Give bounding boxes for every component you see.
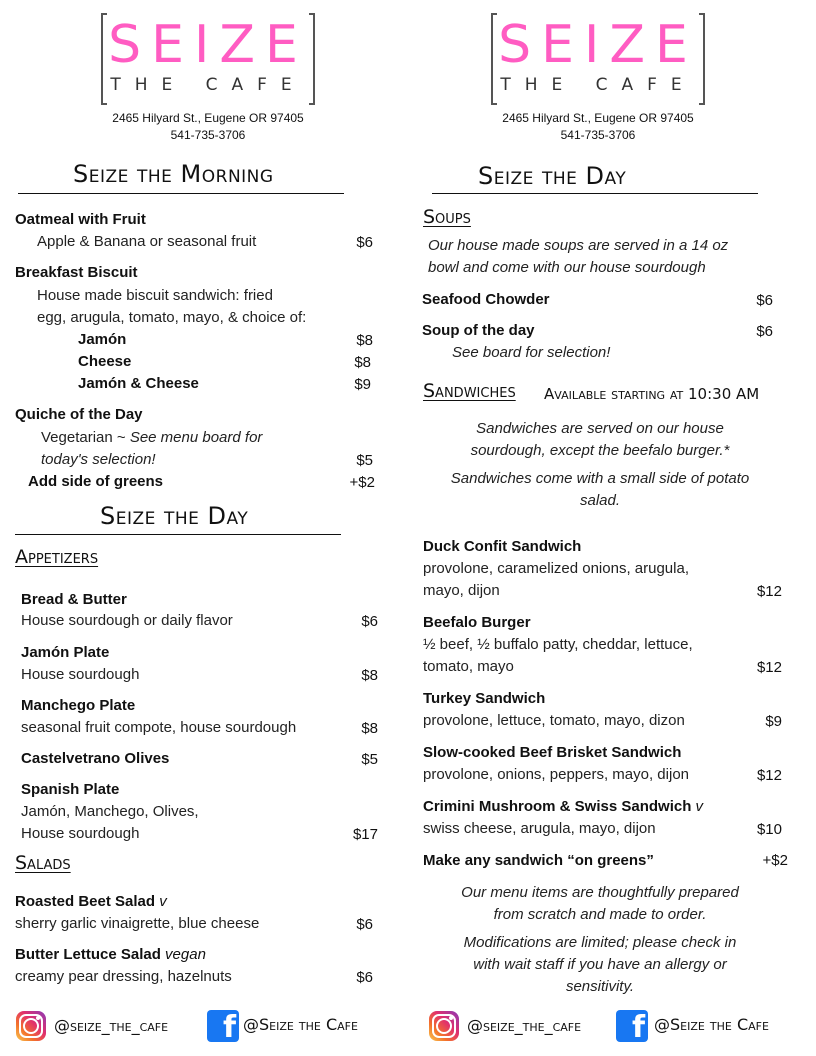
sandwich-note: sourdough, except the beefalo burger.* <box>470 442 730 459</box>
item-price: $10 <box>756 821 782 838</box>
soups-note: Our house made soups are served in a 14 oz <box>428 237 729 254</box>
appetizers-title: Appetizers <box>15 546 99 568</box>
greens-price: +$2 <box>762 852 788 869</box>
item-name: Oatmeal with Fruit <box>15 211 146 228</box>
greens-name: Make any sandwich “on greens” <box>423 852 654 869</box>
item-desc: Apple & Banana or seasonal fruit <box>37 233 257 250</box>
salads-title: Salads <box>15 852 71 874</box>
item-desc: provolone, lettuce, tomato, mayo, dizon <box>423 712 685 729</box>
divider <box>15 534 341 535</box>
choice-name: Cheese <box>78 353 132 370</box>
item-name: Beefalo Burger <box>423 614 531 631</box>
item-price: $8 <box>361 720 378 737</box>
logo-left <box>101 13 315 105</box>
item-name: Breakfast Biscuit <box>15 264 138 281</box>
item-desc: swiss cheese, arugula, mayo, dijon <box>423 820 656 837</box>
choice-name: Jamón & Cheese <box>78 375 199 392</box>
item-desc: See board for selection! <box>452 344 611 361</box>
item-price: $17 <box>352 826 378 843</box>
item-price: $6 <box>356 969 373 986</box>
soups-note: bowl and come with our house sourdough <box>428 259 706 276</box>
facebook-handle[interactable]: @Seize the Cafe <box>654 1015 769 1034</box>
item-name: Manchego Plate <box>21 697 136 714</box>
item-name: Turkey Sandwich <box>423 690 546 707</box>
item-price: $5 <box>361 751 378 768</box>
divider <box>18 193 344 194</box>
item-name: Soup of the day <box>422 322 535 339</box>
instagram-icon[interactable] <box>16 1011 46 1041</box>
item-desc: seasonal fruit compote, house sourdough <box>21 719 297 736</box>
item-desc: House sourdough <box>21 666 140 683</box>
soups-title: Soups <box>423 206 471 228</box>
item-price: $12 <box>756 767 782 784</box>
choice-price: $8 <box>356 332 373 349</box>
facebook-icon[interactable]: f <box>616 1010 648 1042</box>
item-name: Castelvetrano Olives <box>21 750 170 767</box>
logo-tagline: THE CAFE <box>500 75 696 95</box>
item-price: $6 <box>756 323 773 340</box>
divider <box>432 193 758 194</box>
footer-note: Our menu items are thoughtfully prepared <box>461 884 739 901</box>
item-name: Roasted Beet Salad v <box>15 893 167 910</box>
day-title-right: Seize the Day <box>478 162 627 190</box>
item-desc: tomato, mayo <box>423 658 514 675</box>
item-price: $12 <box>756 659 782 676</box>
choice-price: $9 <box>354 376 371 393</box>
address-block-left <box>101 110 315 144</box>
item-price: $8 <box>361 667 378 684</box>
item-price: $6 <box>356 916 373 933</box>
availability: Available starting at 10:30 AM <box>544 385 760 403</box>
logo-wordmark: SEIZE <box>498 15 698 75</box>
item-name: Slow-cooked Beef Brisket Sandwich <box>423 744 682 761</box>
item-desc: ½ beef, ½ buffalo patty, cheddar, lettuce, <box>423 636 693 653</box>
address: 2465 Hilyard St., Eugene OR 97405 <box>112 111 304 125</box>
item-desc: sherry garlic vinaigrette, blue cheese <box>15 915 260 932</box>
logo-tagline: THE CAFE <box>110 75 306 95</box>
item-name: Spanish Plate <box>21 781 120 798</box>
footer-note: Modifications are limited; please check in <box>463 934 737 951</box>
item-name: Bread & Butter <box>21 591 127 608</box>
item-desc: egg, arugula, tomato, mayo, & choice of: <box>37 309 307 326</box>
instagram-handle[interactable]: @seize_the_cafe <box>54 1016 169 1035</box>
item-price: $9 <box>765 713 782 730</box>
item-price: $6 <box>356 234 373 251</box>
item-name: Jamón Plate <box>21 644 110 661</box>
item-price: $12 <box>756 583 782 600</box>
phone: 541-735-3706 <box>170 128 246 142</box>
item-desc: mayo, dijon <box>423 582 500 599</box>
day-title-left: Seize the Day <box>100 502 249 530</box>
sandwich-note: salad. <box>579 492 621 509</box>
address-block-right <box>491 110 705 144</box>
item-desc: House sourdough or daily flavor <box>21 612 233 629</box>
item-name: Butter Lettuce Salad vegan <box>15 946 206 963</box>
phone: 541-735-3706 <box>560 128 636 142</box>
item-desc: provolone, caramelized onions, arugula, <box>423 560 689 577</box>
item-name: Seafood Chowder <box>422 291 550 308</box>
item-desc: today's selection! <box>41 451 156 468</box>
footer-note: from scratch and made to order. <box>493 906 707 923</box>
logo-wordmark: SEIZE <box>108 15 308 75</box>
item-price: $5 <box>356 452 373 469</box>
item-desc: creamy pear dressing, hazelnuts <box>15 968 232 985</box>
facebook-handle[interactable]: @Seize the Cafe <box>243 1015 358 1034</box>
item-price: $6 <box>756 292 773 309</box>
instagram-handle[interactable]: @seize_the_cafe <box>467 1016 582 1035</box>
logo-right <box>491 13 705 105</box>
item-desc: Vegetarian ~ See menu board for <box>41 429 263 446</box>
footer-note: sensitivity. <box>565 978 635 995</box>
choice-price: $8 <box>354 354 371 371</box>
morning-title: Seize the Morning <box>73 160 274 188</box>
side-name: Add side of greens <box>28 473 164 490</box>
footer-note: with wait staff if you have an allergy or <box>473 956 727 973</box>
facebook-icon[interactable]: f <box>207 1010 239 1042</box>
item-desc: Jamón, Manchego, Olives, <box>21 803 199 820</box>
item-desc: House sourdough <box>21 825 140 842</box>
item-name: Duck Confit Sandwich <box>423 538 582 555</box>
sandwiches-title: Sandwiches <box>423 380 516 402</box>
sandwich-note: Sandwiches are served on our house <box>476 420 724 437</box>
item-desc: provolone, onions, peppers, mayo, dijon <box>423 766 690 783</box>
item-desc: House made biscuit sandwich: fried <box>37 287 273 304</box>
choice-name: Jamón <box>78 331 127 348</box>
address: 2465 Hilyard St., Eugene OR 97405 <box>502 111 694 125</box>
item-price: $6 <box>361 613 378 630</box>
item-name: Quiche of the Day <box>15 406 143 423</box>
item-name: Crimini Mushroom & Swiss Sandwich v <box>423 798 704 815</box>
side-price: +$2 <box>349 474 375 491</box>
sandwich-note: Sandwiches come with a small side of potato <box>450 470 750 487</box>
instagram-icon[interactable] <box>429 1011 459 1041</box>
